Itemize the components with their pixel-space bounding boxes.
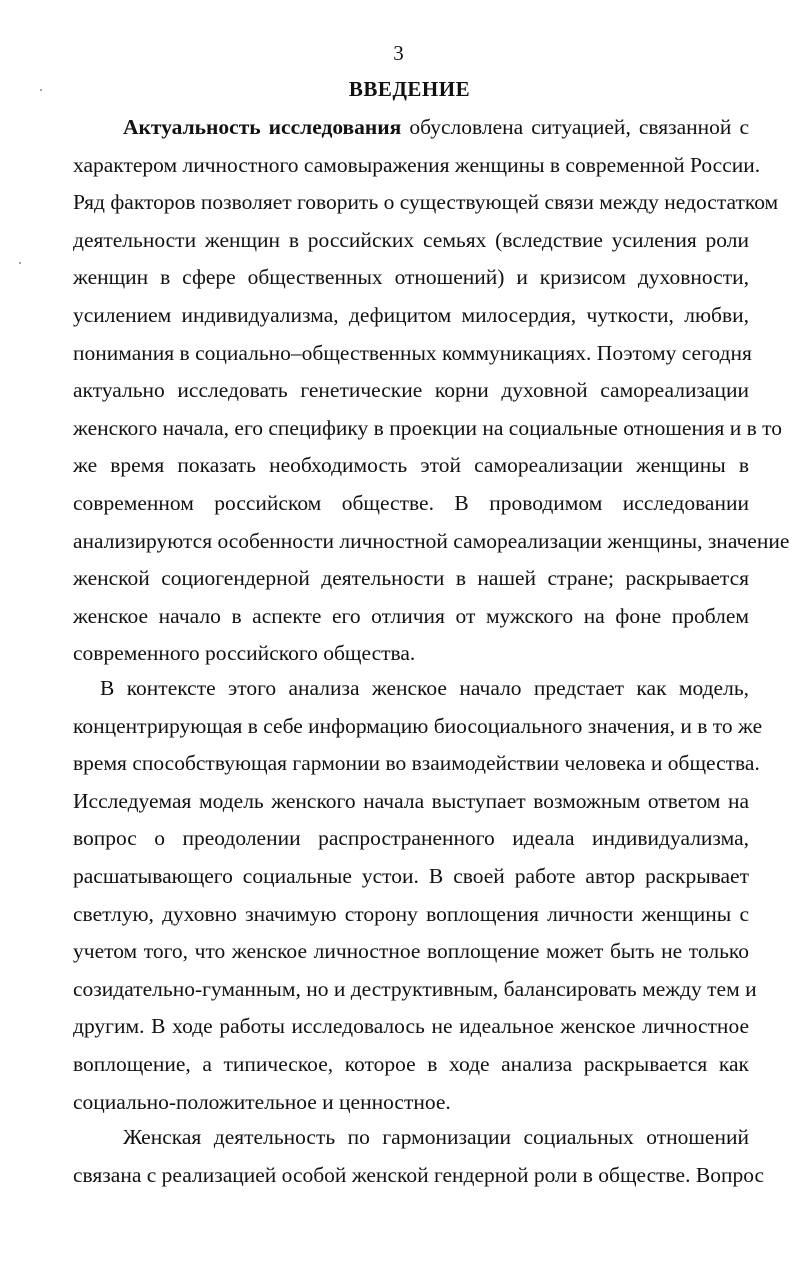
paragraph-line: современном российском обществе. В проводимом исследовании — [73, 490, 749, 515]
paragraph-line: Женская деятельность по гармонизации социальных отношений — [123, 1125, 749, 1149]
paragraph-line: вопрос о преодолении распространенного идеала индивидуализма, — [73, 826, 749, 851]
section-heading: ВВЕДЕНИЕ — [348, 77, 471, 101]
scan-speck — [40, 89, 42, 91]
paragraph-line: же время показать необходимость этой самореализации женщины в — [73, 453, 749, 478]
paragraph-line: понимания в социально–общественных коммуникациях. Поэтому сегодня — [73, 340, 752, 365]
paragraph-line: Актуальность исследования обусловлена ситуацией, связанной с — [123, 115, 750, 139]
scan-speck — [19, 262, 21, 264]
paragraph-line: Ряд факторов позволяет говорить о существующей связи между недостатком — [73, 190, 779, 215]
paragraph-line: связана с реализацией особой женской гендерной роли в обществе. Вопрос — [73, 1162, 765, 1187]
paragraph-line: женское начало в аспекте его отличия от мужского на фоне проблем — [73, 603, 749, 628]
paragraph-line: актуально исследовать генетические корни духовной самореализации — [73, 378, 749, 403]
paragraph-line: время способствующая гармонии во взаимодействии человека и общества. — [73, 751, 760, 776]
paragraph-line: женского начала, его специфику в проекции на социальные отношения и в то — [73, 415, 782, 440]
paragraph-line: светлую, духовно значимую сторону воплощения личности женщины с — [73, 901, 749, 926]
paragraph-gender-role — [73, 1119, 765, 1194]
paragraph-line: женской социогендерной деятельности в нашей стране; раскрывается — [73, 566, 749, 591]
paragraph-line: воплощение, а типическое, которое в ходе анализа раскрывается как — [73, 1051, 749, 1076]
paragraph-line: усилением индивидуализма, дефицитом милосердия, чуткости, любви, — [73, 302, 749, 327]
paragraph-line: В контексте этого анализа женское начало предстает как модель, — [100, 676, 749, 700]
relevance-lead: Актуальность исследования — [123, 115, 402, 139]
paragraph-line: женщин в сфере общественных отношений) и кризисом духовности, — [73, 265, 749, 290]
paragraph-line: созидательно-гуманным, но и деструктивным, балансировать между тем и — [73, 976, 757, 1001]
paragraph-line: социально-положительное и ценностное. — [73, 1089, 451, 1114]
paragraph-line: современного российского общества. — [73, 641, 416, 666]
paragraph-line: другим. В ходе работы исследовалось не идеальное женское личностное — [73, 1014, 749, 1039]
paragraph-line: деятельности женщин в российских семьях (вследствие усиления роли — [73, 227, 749, 252]
paragraph-line: расшатывающего социальные устои. В своей работе автор раскрывает — [73, 863, 749, 888]
paragraph-line: характером личностного самовыражения женщины в современной России. — [73, 152, 761, 177]
paragraph-line: концентрирующая в себе информацию биосоциального значения, и в то же — [73, 713, 763, 738]
paragraph-model — [73, 670, 763, 1121]
paragraph-relevance — [73, 109, 790, 673]
paragraph-line: анализируются особенности личностной самореализации женщины, значение — [73, 528, 790, 553]
page-number: 3 — [393, 41, 404, 65]
paragraph-line: Исследуемая модель женского начала выступает возможным ответом на — [73, 788, 749, 813]
paragraph-line: учетом того, что женское личностное воплощение может быть не только — [73, 939, 749, 964]
